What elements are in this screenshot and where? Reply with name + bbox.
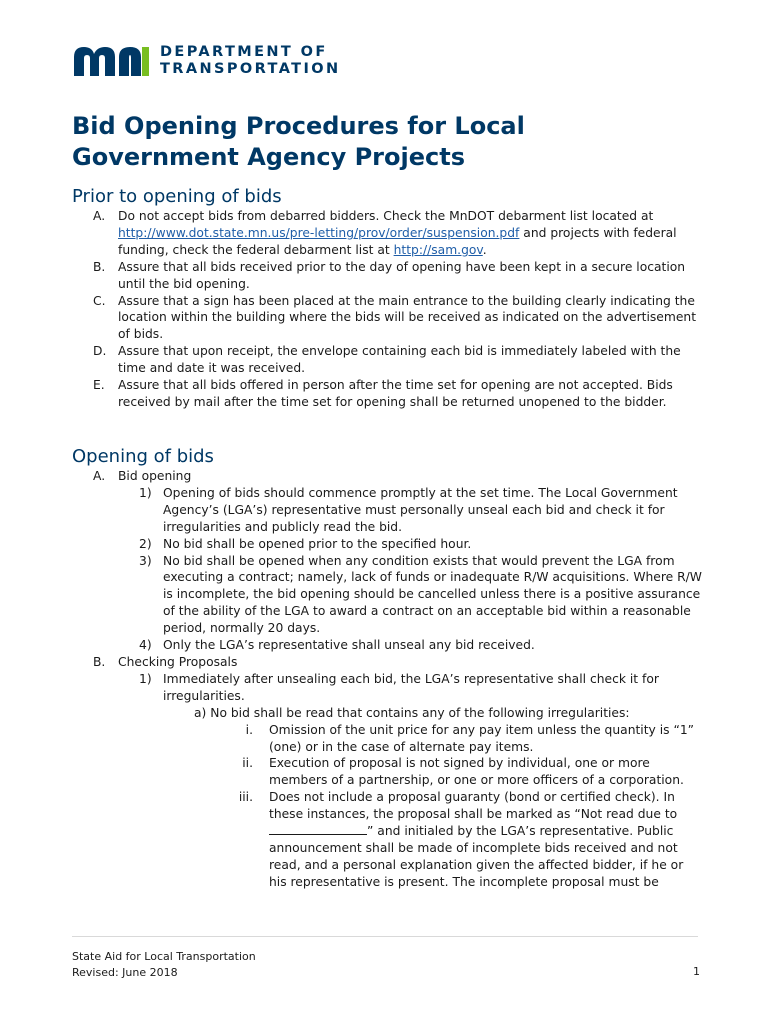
list-item [93, 377, 703, 411]
footer-text [72, 949, 256, 980]
roman-number: i. [245, 722, 253, 737]
text-segment: Does not include a proposal guaranty (bond or certified check). In these instances, the proposal shall be marked as “Not read due to [269, 790, 678, 822]
numbered-item [139, 553, 703, 638]
item-letter: B. [93, 654, 106, 669]
item-letter: A. [93, 209, 106, 223]
sam-gov-link[interactable]: http://sam.gov [393, 242, 483, 257]
title-line-2: Government Agency Projects [72, 143, 465, 171]
item-letter: D. [93, 344, 107, 359]
item-number: 1) [139, 671, 152, 686]
item-text: Assure that a sign has been placed at the main entrance to the building clearly indicating the location within the building where the bids will be received as indicated on the advertisement of bids. [118, 293, 697, 342]
item-text: Only the LGA’s representative shall unseal any bid received. [163, 638, 535, 653]
footer-divider [72, 936, 698, 937]
blank-line [269, 823, 367, 835]
prior-list [93, 208, 703, 411]
section-heading-prior: Prior to opening of bids [72, 186, 282, 207]
list-item [93, 468, 703, 485]
roman-number: iii. [238, 790, 253, 805]
sub-item-a: a) No bid shall be read that contains any of the following irregularities: [194, 705, 630, 720]
mndot-logo [72, 44, 341, 78]
item-label: Bid opening [118, 469, 192, 483]
logo-line-1: DEPARTMENT OF [160, 44, 328, 60]
item-letter: A. [93, 469, 106, 483]
text-segment: ” and initialed by the LGA’s representative. Public announcement shall be made of incomplete bids received and not read, and a personal explanation given the affected bidder, if he or his representative is present. The incomplete proposal must be [269, 824, 684, 889]
item-letter: E. [93, 378, 105, 393]
item-text: No bid shall be opened prior to the specified hour. [163, 536, 472, 551]
roman-text: Omission of the unit price for any pay item unless the quantity is “1” (one) or in the case of alternate pay items. [269, 722, 695, 754]
list-item [93, 654, 703, 671]
roman-item [209, 789, 703, 890]
roman-item [209, 722, 703, 756]
numbered-item [139, 485, 703, 536]
text-segment: Do not accept bids from debarred bidders. Check the MnDOT debarment list located at [118, 209, 654, 223]
item-text: Opening of bids should commence promptly at the set time. The Local Government Agency’s (LGA’s) representative must personally unseal each bid and check it for irregularities and publicly read the bid. [163, 485, 678, 534]
page-title [72, 111, 712, 173]
item-text: Assure that all bids offered in person after the time set for opening are not accepted. Bids received by mail after the time set for opening shall be returned unopened to the bidder. [118, 378, 673, 409]
footer-line-1: State Aid for Local Transportation [72, 950, 256, 963]
list-item [93, 208, 703, 259]
footer-line-2: Revised: June 2018 [72, 965, 178, 979]
roman-text [253, 789, 703, 890]
numbered-item [139, 637, 703, 654]
item-number: 2) [139, 536, 152, 551]
item-text: Assure that upon receipt, the envelope containing each bid is immediately labeled with the time and date it was received. [118, 344, 681, 376]
list-item [93, 343, 703, 377]
roman-text: Execution of proposal is not signed by individual, one or more members of a partnership, or one or more officers of a corporation. [269, 756, 684, 788]
text-segment: . [482, 242, 487, 257]
numbered-item [139, 671, 703, 705]
item-letter: B. [93, 259, 106, 274]
list-item [93, 293, 703, 344]
numbered-item [139, 536, 703, 553]
roman-number: ii. [242, 756, 253, 771]
logo-wordmark [160, 44, 341, 78]
item-text: No bid shall be opened when any condition exists that would prevent the LGA from executing a contract; namely, lack of funds or inadequate R/W acquisitions. Where R/W is incomplete, the bid opening should be cancelled unless there is a positive assurance of the ability of the LGA to award a contract on an acceptable bid within a reasonable period, normally 20 days. [163, 553, 702, 636]
title-line-1: Bid Opening Procedures for Local [72, 112, 525, 140]
page-number: 1 [693, 965, 700, 978]
item-number: 4) [139, 638, 152, 653]
logo-line-2: TRANSPORTATION [160, 61, 341, 77]
opening-list [93, 468, 703, 891]
item-label: Checking Proposals [118, 654, 238, 669]
item-text: Immediately after unsealing each bid, the LGA’s representative shall check it for irregularities. [163, 671, 659, 703]
text-segment: and projects with federal funding, check the federal debarment list at [118, 225, 677, 257]
item-number: 3) [139, 553, 152, 568]
item-text: Assure that all bids received prior to the day of opening have been kept in a secure location until the bid opening. [118, 259, 686, 291]
item-text [118, 208, 703, 259]
section-heading-opening: Opening of bids [72, 446, 214, 467]
list-item [93, 259, 703, 293]
item-letter: C. [93, 293, 106, 308]
roman-item [209, 755, 703, 789]
mndot-debarment-link[interactable]: http://www.dot.state.mn.us/pre-letting/prov/order/suspension.pdf [118, 225, 520, 240]
mn-logo-icon [72, 45, 150, 77]
item-number: 1) [139, 485, 152, 500]
